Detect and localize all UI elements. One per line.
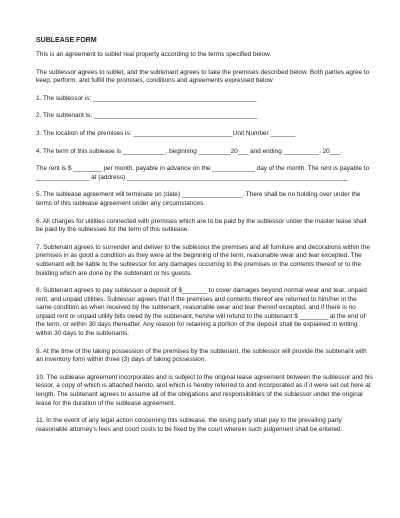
- clause-term: 4. The term of this sublease is ____________, beginning _________20___ and ending __________, 20___.: [36, 147, 343, 155]
- clause-legal-action: 11. In the event of any legal action concerning this sublease, the losing party shall pay to the prevailing party reasonable attorney's fees and court costs to be fixed by the court wherein such judgement shall be entered.: [36, 417, 343, 433]
- clause-original-lease: 10. The sublease agreement incorporates and is subject to the original lease agreement between the sublessor and his lessor, a copy of which is attached hereto, and which is hereby referred to and incorporated as if it were set out here at length. The subtenant agrees to assume all of the obligations and responsibilities of the sublessor under the original lease for the duration of the sublease agreement.: [36, 373, 373, 407]
- clause-location: 3. The location of the premises is: ____________________________Unit Number _______: [36, 129, 296, 137]
- agreement-paragraph: The sublessor agrees to sublet, and the subtenant agrees to take the premises described below. Both parties agree to keep, perform, and fulfill the promises, conditions and agreements expressed below:: [36, 68, 370, 85]
- clause-surrender: 7. Subtenant agrees to surrender and deliver to the sublessor the premises and all furniture and decorations within the premises in as good a condition as they were at the beginning of the term, reasonable wear and tear excepted. The subtenant will be liable to the sublessor for any damages occurring to the premises or the contents thereof or to the building which are done by the subtenant or his guests.: [36, 243, 370, 277]
- clause-deposit: 8. Subtenant agrees to pay sublessor a deposit of $_______ to cover damages beyond normal wear and tear, unpaid rent, and unpaid utilities. Sublessor agrees that if the premises and contents thereof are returned to him/her in the same condition as when received by the subtenant, reasonable wear and tear thereof excepted, and if there is no unpaid rent or unpaid utility bills owed by the subtenant, he/she will refund to the subtenant $ ________ at the end of the term, or within 30 days thereafter. Any reason for retaining a portion of the deposit shall be explained in writing within 30 days to the subtenants.: [36, 287, 367, 338]
- document-title: SUBLEASE FORM: [36, 37, 97, 44]
- clause-rent: The rent is $ ________ per month, payable in advance on the ____________ day of the month. The rent is payable to _______________ at (address) ______________________________________________________________: [36, 165, 370, 181]
- clause-utilities: 6. All charges for utilities connected with premises which are to be paid by the sublessor under the master lease shall be paid by the sublessee for the term of this sublease.: [36, 217, 367, 234]
- clause-termination: 5. The sublease agreement will terminate on (date) _________________. There shall be no holding over under the terms of this sublease agreement under any circumstances.: [36, 191, 361, 207]
- intro-paragraph: This is an agreement to sublet real property according to the terms specified below.: [36, 51, 272, 58]
- clause-inventory: 9. At the time of the taking possession of the premises by the subtenant, the sublessor will provide the subtenant with an inventory form within three (3) days of taking possession.: [36, 347, 367, 364]
- clause-sublessor: 1. The sublessor is: ______________________________________________: [36, 94, 257, 102]
- clause-subtenant: 2. The subtenant is: ______________________________________________: [36, 112, 258, 120]
